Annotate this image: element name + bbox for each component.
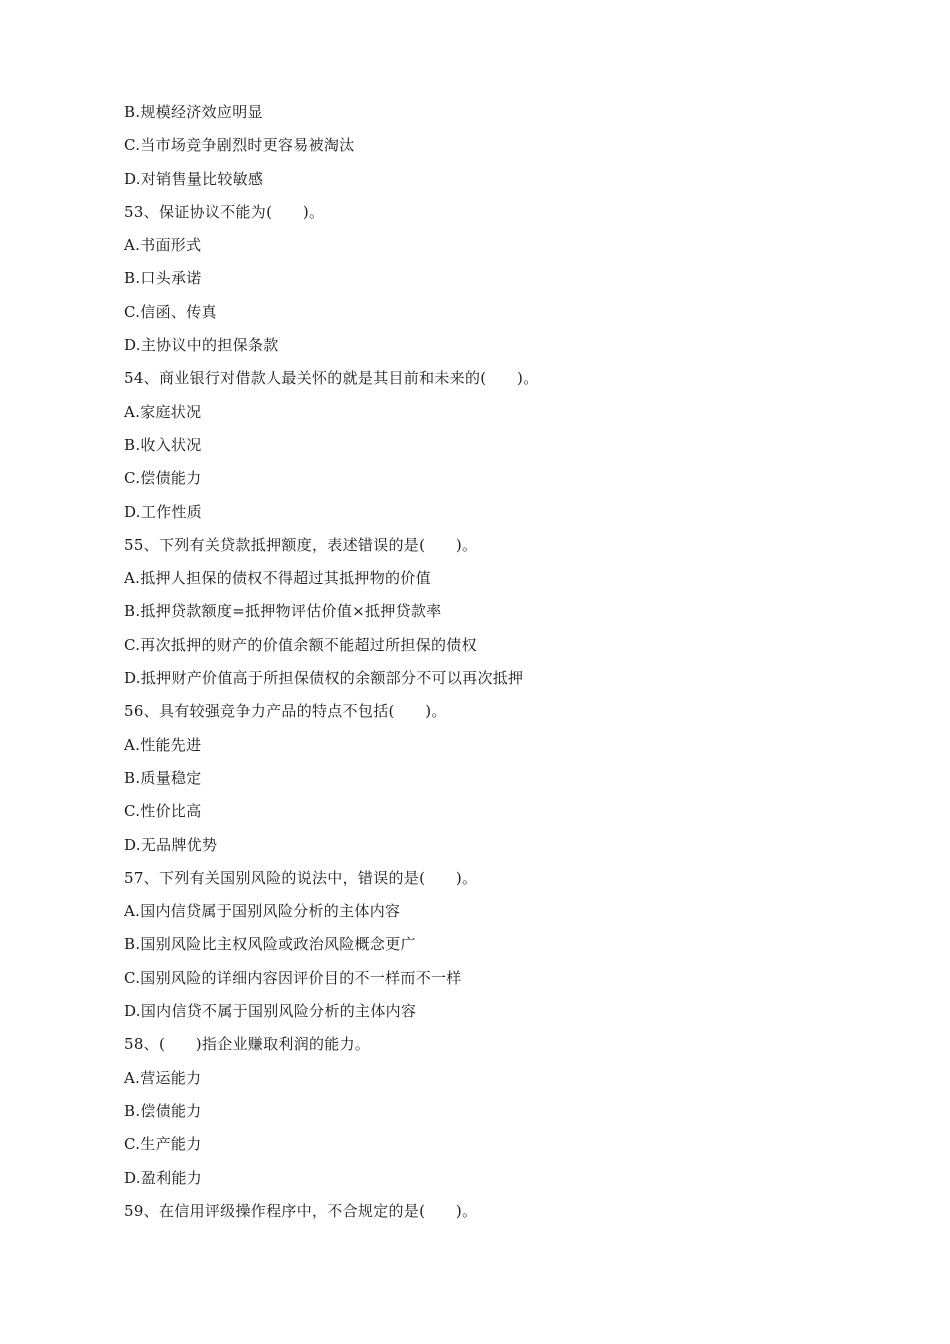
question-line: 56、具有较强竞争力产品的特点不包括( )。: [124, 702, 447, 721]
option-line: A.书面形式: [124, 236, 202, 255]
question-line: 53、保证协议不能为( )。: [124, 202, 325, 221]
option-line: D.主协议中的担保条款: [124, 336, 279, 355]
option-line: D.对销售量比较敏感: [124, 169, 264, 188]
question-line: 57、下列有关国别风险的说法中，错误的是( )。: [124, 868, 478, 887]
option-line: C.再次抵押的财产的价值余额不能超过所担保的债权: [124, 635, 477, 654]
question-line: 55、下列有关贷款抵押额度，表述错误的是( )。: [124, 535, 478, 554]
option-line: D.盈利能力: [124, 1168, 203, 1187]
question-line: 58、( )指企业赚取利润的能力。: [124, 1035, 371, 1054]
option-line: D.抵押财产价值高于所担保债权的余额部分不可以再次抵押: [124, 669, 524, 688]
question-line: 59、在信用评级操作程序中，不合规定的是( )。: [124, 1201, 478, 1220]
option-line: A.国内信贷属于国别风险分析的主体内容: [124, 902, 401, 921]
option-line: C.性价比高: [124, 802, 202, 821]
option-line: B.质量稳定: [124, 768, 202, 787]
option-line: C.偿债能力: [124, 469, 202, 488]
option-line: B.偿债能力: [124, 1101, 202, 1120]
option-line: A.家庭状况: [124, 402, 202, 421]
question-line: 54、商业银行对借款人最关怀的就是其目前和未来的( )。: [124, 369, 539, 388]
option-line: B.口头承诺: [124, 269, 202, 288]
option-line: C.信函、传真: [124, 302, 217, 321]
question-list: [124, 100, 884, 1232]
option-line: B.规模经济效应明显: [124, 103, 263, 121]
option-line: D.无品牌优势: [124, 835, 218, 854]
option-line: C.国别风险的详细内容因评价目的不一样而不一样: [124, 968, 462, 987]
option-line: D.工作性质: [124, 502, 203, 521]
option-line: A.性能先进: [124, 735, 202, 754]
option-line: B.国别风险比主权风险或政治风险概念更广: [124, 935, 416, 954]
option-line: B.抵押贷款额度=抵押物评估价值×抵押贷款率: [124, 602, 442, 621]
option-line: C.当市场竞争剧烈时更容易被淘汰: [124, 136, 355, 155]
option-line: D.国内信贷不属于国别风险分析的主体内容: [124, 1002, 417, 1021]
option-line: B.收入状况: [124, 435, 202, 454]
option-line: A.抵押人担保的债权不得超过其抵押物的价值: [124, 569, 431, 588]
option-line: C.生产能力: [124, 1135, 202, 1154]
option-line: A.营运能力: [124, 1068, 202, 1087]
